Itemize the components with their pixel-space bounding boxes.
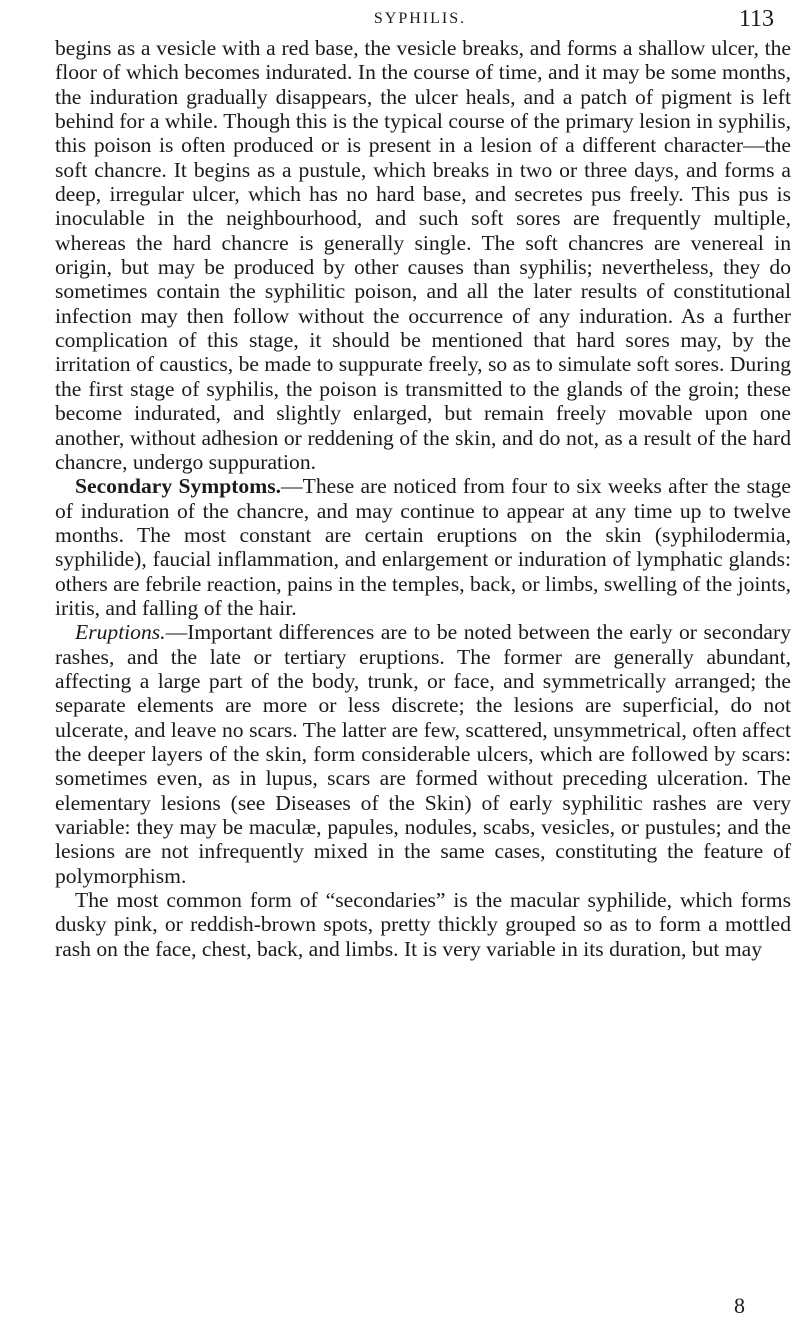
body-text: [55, 36, 791, 961]
section-heading: Secondary Symptoms.: [75, 474, 282, 499]
paragraph-macular-syphilide: [55, 888, 791, 961]
signature-mark: 8: [734, 1293, 745, 1318]
paragraph-primary-lesion: [55, 36, 791, 474]
page-header: [60, 4, 780, 38]
paragraph-text: —These are noticed from four to six weeks after the stage of induration of the chancre, and may continue to appear at any time up to twelve months. The most constant are certain eruptions on the skin (syphilodermia, syphilide), faucial inflammation, and enlargement or induration of lymphatic glands: others are febrile reaction, pains in the temples, back, or limbs, swelling of the joints, iritis, and falling of the hair.: [55, 474, 792, 620]
paragraph-text: begins as a vesicle with a red base, the vesicle breaks, and forms a shallow ulcer, the floor of which becomes indurated. In the course of time, and it may be some months, the induration gradually disappears, the ulcer heals, and a patch of pigment is left behind for a while. Though this is the typical course of the primary lesion in syphilis, this poison is often produced or is present in a lesion of a different character—the soft chancre. It begins as a pustule, which breaks in two or three days, and forms a deep, irregular ulcer, which has no hard base, and secretes pus freely. This pus is inoculable in the neighbourhood, and such soft sores are frequently multiple, whereas the hard chancre is generally single. The soft chancres are venereal in origin, but may be produced by other causes than syphilis; nevertheless, they do sometimes contain the syphilitic poison, and all the later results of constitutional infection may then follow without the occurrence of any induration. As a further complication of this stage, it should be mentioned that hard sores may, by the irritation of caustics, be made to suppurate freely, so as to simulate soft sores. During the first stage of syphilis, the poison is transmitted to the glands of the groin; these become indurated, and slightly enlarged, but remain freely movable upon one another, without adhesion or reddening of the skin, and do not, as a result of the hard chancre, undergo suppuration.: [55, 36, 791, 474]
running-head: SYPHILIS.: [373, 10, 467, 27]
paragraph-text: The most common form of “secondaries” is the macular syphilide, which forms dusky pink, or reddish-brown spots, pretty thickly grouped so as to form a mottled rash on the face, chest, back, and limbs. It is very variable in its duration, but may: [55, 888, 791, 961]
paragraph-text: —Important differences are to be noted between the early or secondary rashes, and the late or tertiary eruptions. The former are generally abundant, affecting a large part of the body, trunk, or face, and symmetrically arranged; the separate elements are more or less discrete; the lesions are superficial, do not ulcerate, and leave no scars. The latter are few, scattered, unsymmetrical, often affect the deeper layers of the skin, form considerable ulcers, which are followed by scars: sometimes even, as in lupus, scars are formed without preceding ulceration. The elementary lesions (see Diseases of the Skin) of early syphilitic rashes are very variable: they may be maculæ, papules, nodules, scabs, vesicles, or pustules; and the lesions are not infrequently mixed in the same cases, constituting the feature of polymorphism.: [55, 620, 791, 888]
section-heading: Eruptions.: [75, 620, 166, 645]
page-number: 113: [738, 6, 774, 32]
paragraph-eruptions: [55, 620, 791, 888]
paragraph-secondary-symptoms: [55, 474, 791, 620]
